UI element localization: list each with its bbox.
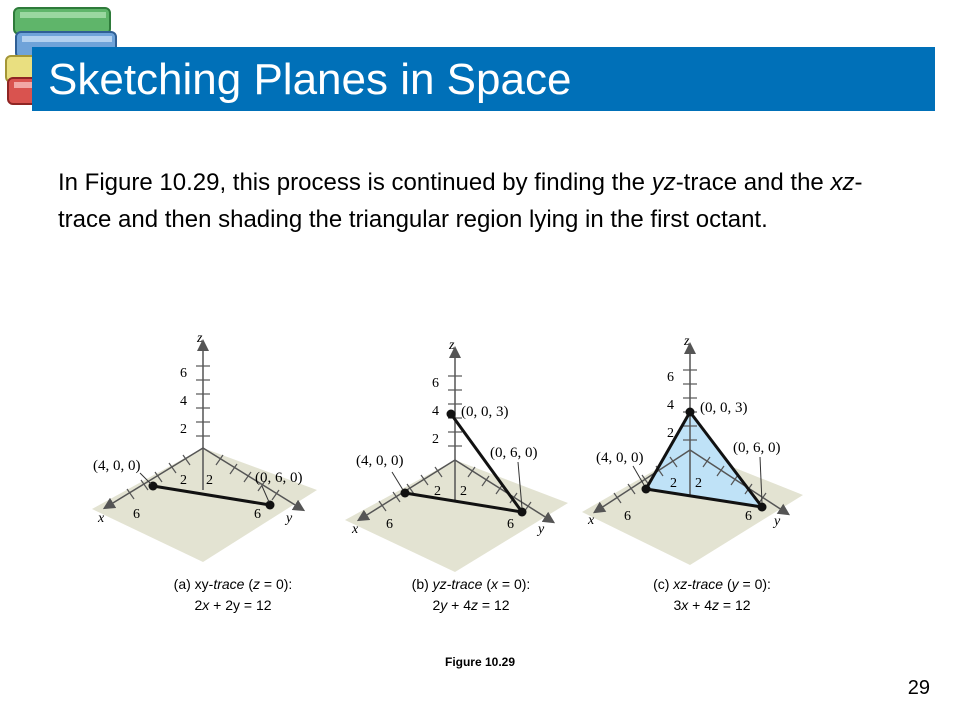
z-tick-label: 4 <box>432 404 439 419</box>
y-tick-label: 2 <box>695 476 702 491</box>
point-label: (0, 6, 0) <box>490 445 538 461</box>
panel-c <box>582 334 803 565</box>
caption-equation <box>602 595 822 616</box>
caption-text: = 12 <box>719 597 751 613</box>
caption-a <box>123 574 343 616</box>
caption-c <box>602 574 822 616</box>
caption-text: = 12 <box>478 597 510 613</box>
point-y-intercept <box>758 503 767 512</box>
caption-text-italic: trace <box>213 576 245 592</box>
axis-label-x: x <box>352 522 359 537</box>
z-tick-label: 2 <box>667 426 674 441</box>
caption-equation <box>123 595 343 616</box>
axis-label-x: x <box>588 513 595 528</box>
caption-text-italic: y <box>731 576 739 592</box>
caption-line <box>123 574 343 595</box>
figure-label: Figure 10.29 <box>444 655 516 669</box>
caption-text-italic: y <box>440 597 448 613</box>
point-label: (4, 0, 0) <box>93 458 141 474</box>
figure-panels <box>0 320 960 580</box>
page-number: 29 <box>907 677 930 699</box>
axis-label-z: z <box>197 331 203 346</box>
body-paragraph <box>58 164 898 238</box>
y-tick-label: 6 <box>254 507 261 522</box>
caption-text: (a) xy- <box>173 576 214 592</box>
z-tick-label: 2 <box>180 422 187 437</box>
caption-line <box>602 574 822 595</box>
x-tick-label: 2 <box>670 476 677 491</box>
caption-text: (b) <box>411 576 433 592</box>
caption-text: = 0): <box>738 576 771 592</box>
panel-a <box>92 331 317 562</box>
point-label: (4, 0, 0) <box>596 450 644 466</box>
caption-text-italic: x <box>491 576 499 592</box>
caption-text: ( <box>482 576 492 592</box>
caption-text: 2 <box>432 597 441 613</box>
z-tick-label: 6 <box>432 376 439 391</box>
caption-text: 3 <box>673 597 682 613</box>
caption-text: (c) <box>653 576 674 592</box>
y-tick-label: 6 <box>745 509 752 524</box>
point-label: (0, 6, 0) <box>733 440 781 456</box>
axis-label-y: y <box>774 514 781 529</box>
caption-b <box>361 574 581 616</box>
caption-text-italic: yz-trace <box>432 576 483 592</box>
z-tick-label: 6 <box>180 366 187 381</box>
caption-text-italic: x <box>202 597 210 613</box>
caption-text: + 4 <box>447 597 471 613</box>
caption-text-italic: xz-trace <box>673 576 724 592</box>
x-tick-label: 2 <box>434 484 441 499</box>
panel-b <box>345 338 568 572</box>
caption-text-italic: x <box>681 597 689 613</box>
axis-label-y: y <box>538 522 545 537</box>
point-label: (0, 0, 3) <box>700 400 748 416</box>
point-label: (0, 6, 0) <box>255 470 303 486</box>
caption-text: = 0): <box>498 576 531 592</box>
point-x-intercept <box>642 485 651 494</box>
point-y-intercept <box>518 508 527 517</box>
z-tick-label: 6 <box>667 370 674 385</box>
point-z-intercept <box>686 408 695 417</box>
point-label: (0, 0, 3) <box>461 404 509 420</box>
caption-text: = 0): <box>260 576 293 592</box>
caption-text: ( <box>723 576 732 592</box>
z-tick-label: 2 <box>432 432 439 447</box>
caption-text: + 2y = 12 <box>209 597 272 613</box>
body-text-italic: xz <box>830 169 855 196</box>
body-text-part: -trace and then shading the triangular region lying in the first octant. <box>58 169 863 233</box>
x-tick-label: 6 <box>624 509 631 524</box>
z-tick-label: 4 <box>667 398 674 413</box>
x-tick-label: 6 <box>386 517 393 532</box>
caption-line <box>361 574 581 595</box>
leader-line <box>392 472 403 490</box>
point-x-intercept <box>401 489 410 498</box>
axis-label-y: y <box>286 511 293 526</box>
x-tick-label: 6 <box>133 507 140 522</box>
body-text-italic: yz <box>651 169 676 196</box>
y-tick-label: 2 <box>206 473 213 488</box>
x-tick-label: 2 <box>180 473 187 488</box>
caption-text: 2 <box>194 597 203 613</box>
axis-label-z: z <box>684 334 690 349</box>
axis-label-z: z <box>449 338 455 353</box>
y-tick-label: 2 <box>460 484 467 499</box>
caption-text-italic: z <box>253 576 261 592</box>
axis-label-x: x <box>98 511 105 526</box>
floor-region <box>345 460 568 572</box>
point-label: (4, 0, 0) <box>356 453 404 469</box>
caption-equation <box>361 595 581 616</box>
body-text-part: -trace and the <box>675 169 831 196</box>
caption-text: ( <box>244 576 254 592</box>
point-z-intercept <box>447 410 456 419</box>
caption-text: + 4 <box>688 597 712 613</box>
body-text-part: In Figure 10.29, this process is continued by finding the <box>58 169 652 196</box>
point-y-intercept <box>266 501 275 510</box>
slide-title: Sketching Planes in Space <box>48 55 572 104</box>
caption-text-italic: z <box>712 597 719 613</box>
y-tick-label: 6 <box>507 517 514 532</box>
z-tick-label: 4 <box>180 394 187 409</box>
caption-text-italic: z <box>471 597 478 613</box>
